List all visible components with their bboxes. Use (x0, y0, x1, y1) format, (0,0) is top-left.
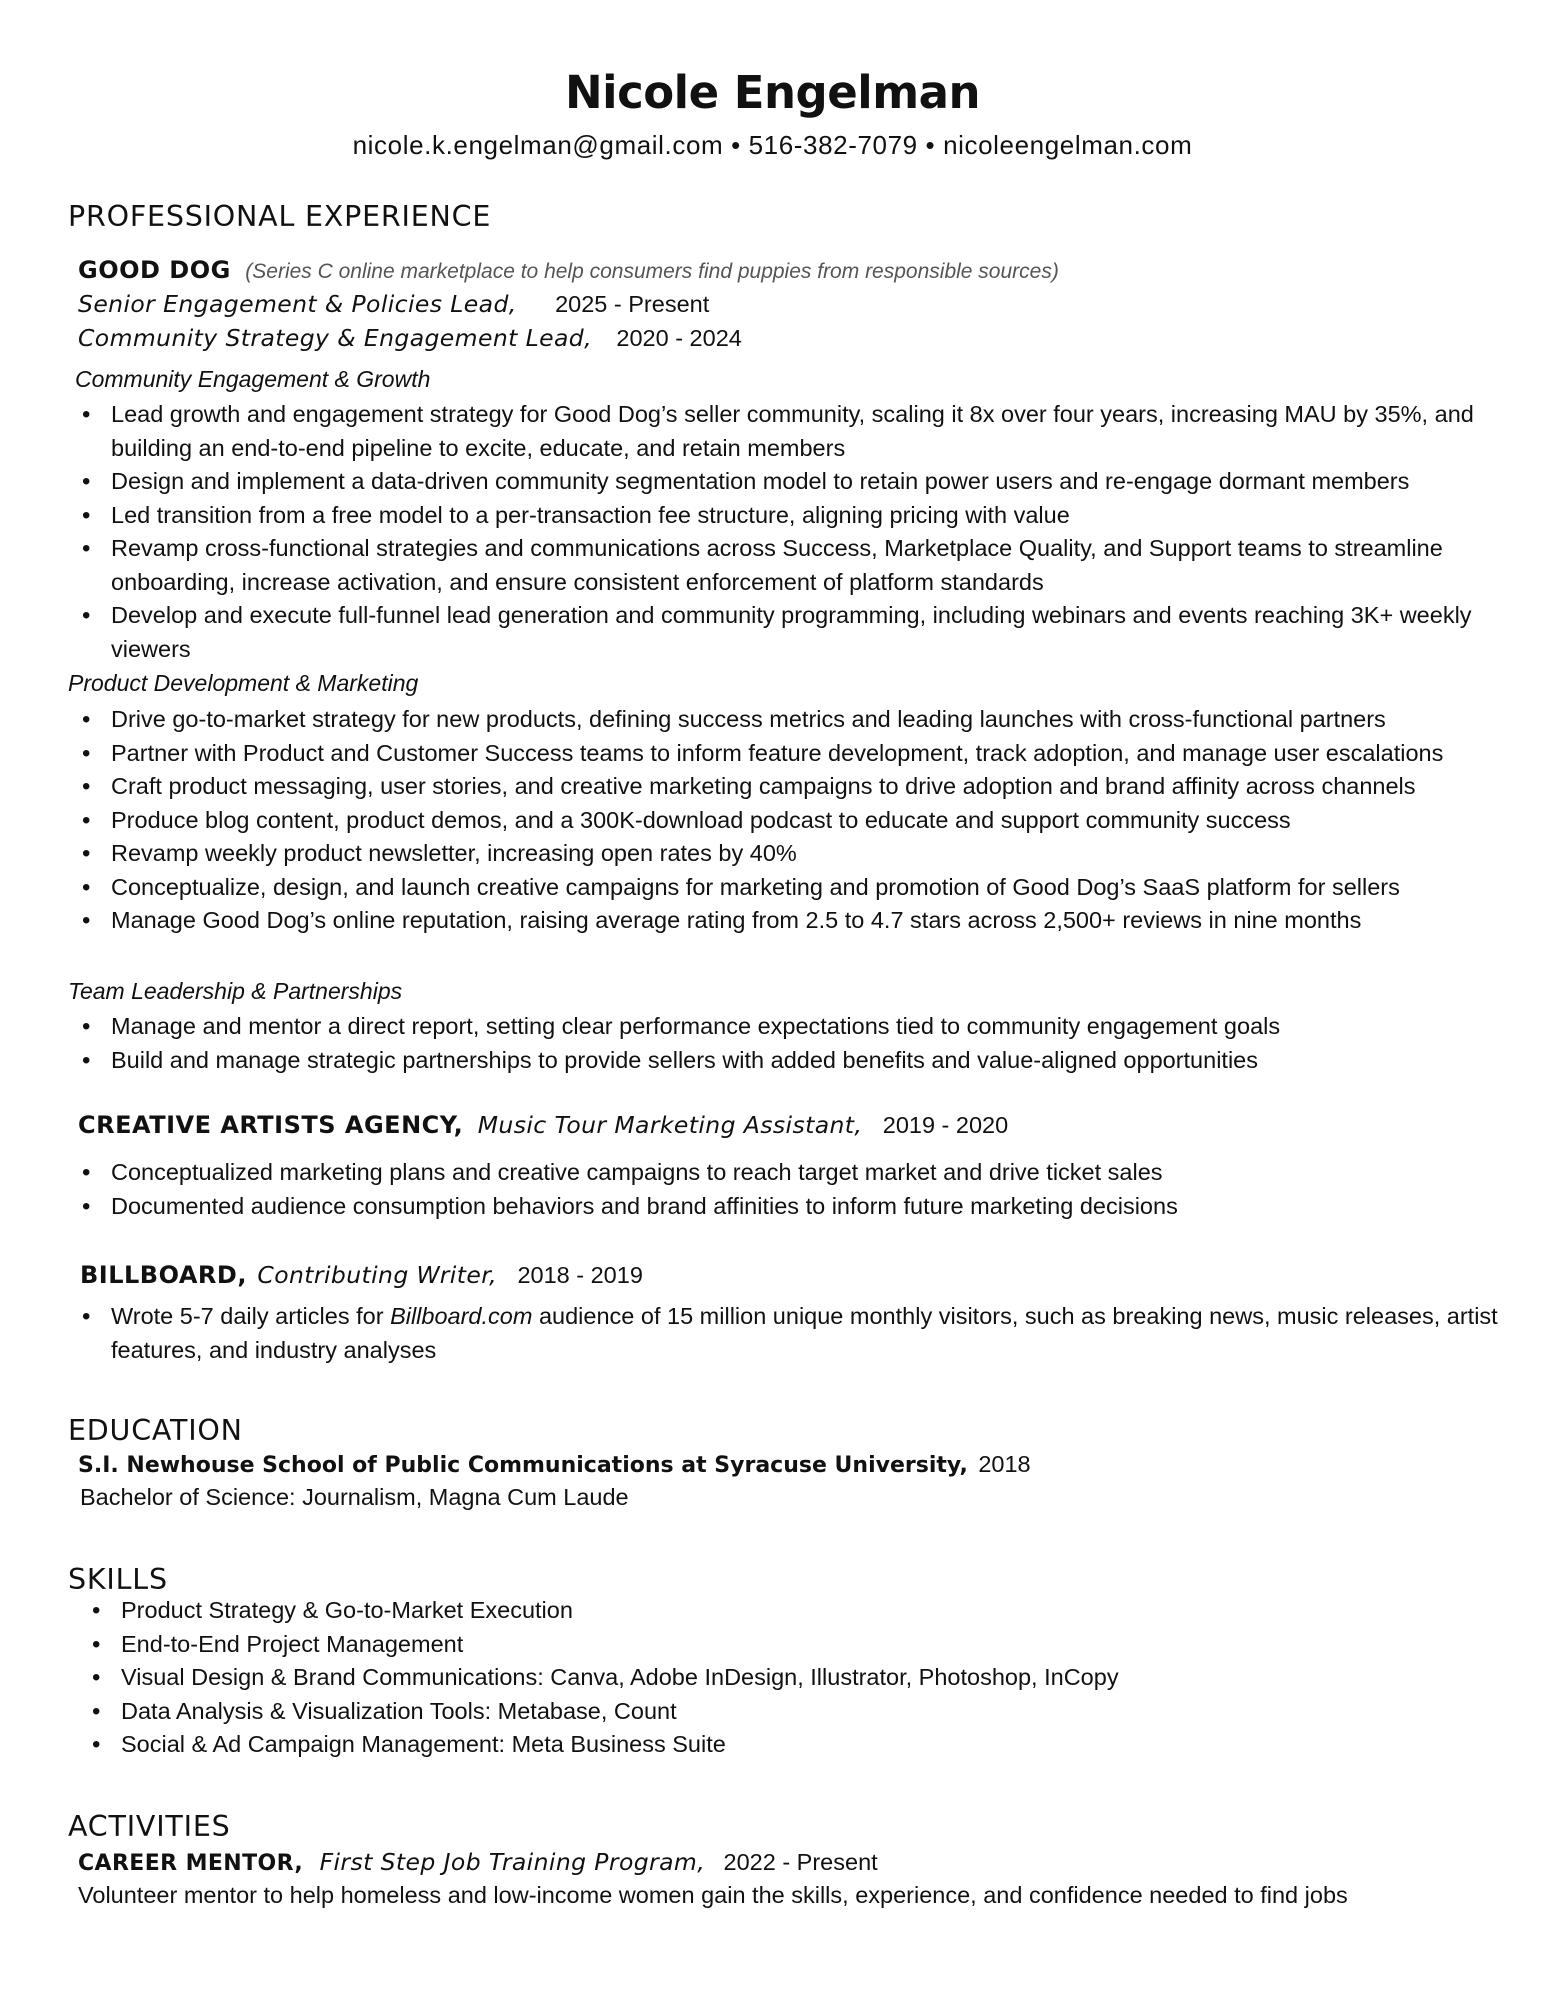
list-item: • Revamp weekly product newsletter, increasing open rates by 40% (111, 837, 1511, 871)
list-item: • Partner with Product and Customer Success teams to inform feature development, track adoption, and manage user escalations (111, 737, 1511, 771)
role-dates: 2025 - Present (555, 291, 710, 317)
role-dates: 2020 - 2024 (616, 325, 742, 351)
list-item: • Manage Good Dog’s online reputation, raising average rating from 2.5 to 4.7 stars across 2,500+ reviews in nine months (111, 904, 1511, 938)
bullet-list (111, 398, 1501, 666)
activity-description: Volunteer mentor to help homeless and low-income women gain the skills, experience, and confidence needed to find jobs (78, 1882, 1348, 1908)
list-item: • Drive go-to-market strategy for new products, defining success metrics and leading launches with cross-functional partners (111, 703, 1511, 737)
activity-program: First Step Job Training Program, (319, 1848, 706, 1876)
bullet-list (111, 703, 1511, 938)
list-item: • Conceptualized marketing plans and creative campaigns to reach target market and drive ticket sales (111, 1156, 1501, 1190)
list-item: • Craft product messaging, user stories, and creative marketing campaigns to drive adoption and brand affinity across channels (111, 770, 1511, 804)
list-item: • Revamp cross-functional strategies and communications across Success, Marketplace Quality, and Support teams to streamline onboarding, increase activation, and ensure consistent enforcement of platform standards (111, 532, 1501, 599)
section-heading-experience: PROFESSIONAL EXPERIENCE (68, 200, 492, 233)
role-dates: 2018 - 2019 (517, 1262, 643, 1288)
list-item: • Product Strategy & Go-to-Market Execution (121, 1594, 1501, 1628)
role-line (78, 290, 709, 318)
bullet-list (111, 1010, 1501, 1077)
site-name: Billboard.com (390, 1303, 533, 1329)
bullet-text: audience of 15 million unique monthly visitors, such as breaking news, music releases, artist features, and industry analyses (111, 1303, 1498, 1363)
subsection-title: Team Leadership & Partnerships (68, 978, 403, 1004)
degree: Bachelor of Science: Journalism, Magna Cum Laude (80, 1484, 629, 1510)
list-item (111, 1300, 1501, 1367)
list-item: • Documented audience consumption behaviors and brand affinities to inform future marketing decisions (111, 1190, 1501, 1224)
section-heading-skills: SKILLS (68, 1563, 168, 1596)
list-item: • Social & Ad Campaign Management: Meta Business Suite (121, 1728, 1501, 1762)
skills-list (121, 1594, 1501, 1762)
list-item: • Conceptualize, design, and launch creative campaigns for marketing and promotion of Good Dog’s SaaS platform for sellers (111, 871, 1511, 905)
subsection-title: Product Development & Marketing (68, 670, 419, 696)
company-name: GOOD DOG (78, 256, 231, 284)
list-item: • Led transition from a free model to a per-transaction fee structure, aligning pricing with value (111, 499, 1501, 533)
list-item: • Develop and execute full-funnel lead generation and community programming, including webinars and events reaching 3K+ weekly viewers (111, 599, 1501, 666)
list-item: • End-to-End Project Management (121, 1628, 1501, 1662)
activity-header (78, 1848, 878, 1876)
list-item: • Data Analysis & Visualization Tools: Metabase, Count (121, 1695, 1501, 1729)
activity-role: CAREER MENTOR, (78, 1851, 304, 1876)
list-item: • Lead growth and engagement strategy for Good Dog’s seller community, scaling it 8x over four years, increasing MAU by 35%, and building an end-to-end pipeline to excite, educate, and retain members (111, 398, 1501, 465)
bullet-list (111, 1156, 1501, 1223)
company-name: CREATIVE ARTISTS AGENCY, (78, 1111, 464, 1139)
subsection-title: Community Engagement & Growth (75, 366, 431, 392)
list-item: • Manage and mentor a direct report, setting clear performance expectations tied to community engagement goals (111, 1010, 1501, 1044)
activity-dates: 2022 - Present (723, 1849, 878, 1875)
role-title: Community Strategy & Engagement Lead, (78, 324, 592, 352)
company-description: (Series C online marketplace to help consumers find puppies from responsible sources) (245, 260, 1059, 283)
list-item: • Design and implement a data-driven community segmentation model to retain power users and re-engage dormant members (111, 465, 1501, 499)
list-item: • Produce blog content, product demos, and a 300K-download podcast to educate and support community success (111, 804, 1511, 838)
role-line (78, 324, 742, 352)
school-name: S.I. Newhouse School of Public Communications at Syracuse University, (78, 1453, 968, 1478)
education-school-line (78, 1451, 1031, 1478)
list-item: • Visual Design & Brand Communications: Canva, Adobe InDesign, Illustrator, Photoshop, InCopy (121, 1661, 1501, 1695)
role-title: Senior Engagement & Policies Lead, (78, 290, 517, 318)
billboard-header (80, 1261, 643, 1289)
bullet-text: Wrote 5-7 daily articles for (111, 1303, 391, 1329)
list-item: • Build and manage strategic partnerships to provide sellers with added benefits and value-aligned opportunities (111, 1044, 1501, 1078)
role-title: Contributing Writer, (257, 1261, 497, 1289)
section-heading-activities: ACTIVITIES (68, 1810, 231, 1843)
company-name: BILLBOARD, (80, 1261, 247, 1289)
contact-line: nicole.k.engelman@gmail.com • 516-382-7079 • nicoleengelman.com (352, 130, 1193, 160)
role-dates: 2019 - 2020 (882, 1112, 1009, 1138)
good-dog-header (78, 256, 1059, 284)
caa-header (78, 1111, 1008, 1139)
candidate-name: Nicole Engelman (564, 66, 980, 119)
role-title: Music Tour Marketing Assistant, (477, 1111, 863, 1139)
graduation-year: 2018 (978, 1451, 1031, 1477)
section-heading-education: EDUCATION (68, 1414, 243, 1447)
bullet-list (111, 1300, 1501, 1367)
